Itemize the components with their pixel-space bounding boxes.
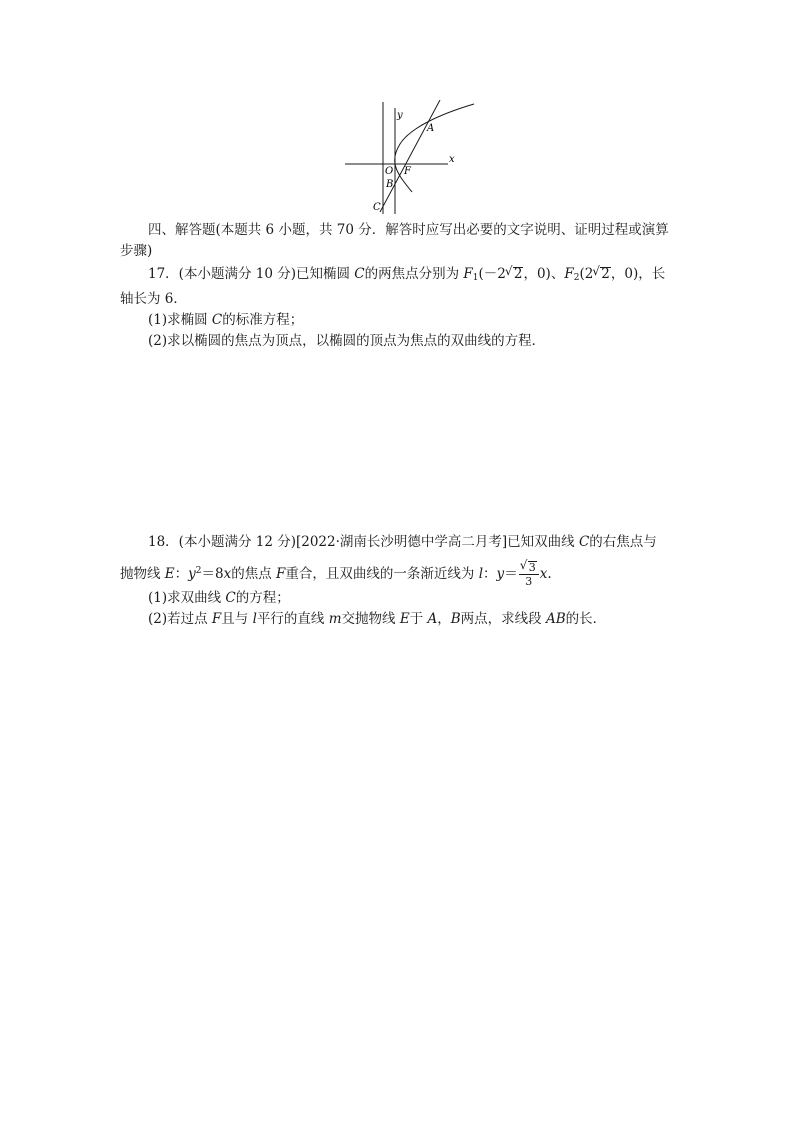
q17-line-2: 轴长为 6．	[120, 291, 187, 307]
label-x: x	[449, 154, 455, 165]
label-F: F	[404, 166, 411, 177]
q17-line-1	[120, 264, 680, 289]
q18-part-1	[120, 588, 680, 609]
q18-var-AB: AB	[545, 611, 566, 627]
q18-var-l: l	[252, 611, 257, 627]
q18-text: 且与	[221, 611, 253, 627]
q18-text: 于	[409, 611, 428, 627]
q18-text: ，	[437, 611, 451, 627]
q17-text: ，0)，长	[610, 266, 666, 282]
q17-var-C: C	[211, 312, 223, 328]
q17-part-2: (2)求以椭圆的焦点为顶点，以椭圆的顶点为焦点的双曲线的方程．	[148, 333, 546, 349]
q17-text: (－2	[478, 266, 506, 282]
parabola-figure	[340, 100, 480, 216]
q17-var-F2: F	[564, 266, 574, 282]
q18-var-F: F	[276, 566, 286, 582]
q18-var-l: l	[478, 566, 484, 582]
q18-var-x: x	[223, 566, 232, 582]
q17-text: 的标准方程；	[222, 312, 304, 328]
q18-text: ：	[483, 566, 497, 582]
q18-fraction	[519, 561, 539, 588]
question-18	[120, 532, 680, 630]
q18-text: .	[547, 566, 552, 582]
q18-line-1	[120, 532, 680, 553]
label-y: y	[397, 110, 403, 121]
q18-text: 交抛物线	[341, 611, 400, 627]
q18-var-m: m	[328, 611, 342, 627]
q18-text: 的长．	[565, 611, 607, 627]
q17-text: 的两焦点分别为	[364, 266, 464, 282]
q17-text: 17．(本小题满分 10 分)已知椭圆	[148, 266, 355, 282]
q17-sqrt: √ 2	[513, 267, 524, 280]
parabola-curve	[395, 104, 474, 192]
section-4-line-2: 步骤)	[120, 243, 153, 259]
q17-sub-1: 1	[472, 273, 479, 283]
q17-var-C: C	[354, 266, 365, 282]
q18-text: 两点，求线段	[460, 611, 546, 627]
q17-text: (1)求椭圆	[148, 312, 212, 328]
q18-var-E: E	[164, 566, 175, 582]
q18-var-y: y	[496, 566, 505, 582]
q18-text: (1)求双曲线	[148, 590, 226, 606]
q18-text: 重合，且双曲线的一条渐近线为	[285, 566, 479, 582]
q18-text: 18．(本小题满分 12 分)[2022·湖南长沙明德中学高二月考]已知双曲线	[148, 534, 579, 550]
q18-var-C: C	[578, 534, 590, 550]
q18-text: 的方程；	[235, 590, 290, 606]
q18-text: ＝	[504, 566, 518, 582]
q18-var-F: F	[211, 611, 222, 627]
section-4-heading	[120, 220, 680, 262]
q17-sqrt: √ 2	[600, 267, 611, 280]
q18-fraction-numerator	[519, 561, 539, 575]
q18-sqrt: √ 3	[528, 561, 537, 574]
q17-var-F1: F	[463, 266, 473, 282]
q18-var-y: y	[188, 566, 196, 582]
q18-text: (2)若过点	[148, 611, 212, 627]
q17-text: (2	[579, 266, 594, 282]
q17-text: ，0)、	[523, 266, 565, 282]
line-through-focus	[380, 100, 440, 212]
q18-text: 平行的直线	[256, 611, 329, 627]
q18-text: 抛物线	[120, 566, 165, 582]
q18-sup-2: 2	[195, 566, 202, 576]
label-B: B	[386, 179, 394, 190]
q18-part-2	[120, 609, 680, 630]
q18-text: ＝8	[201, 566, 224, 582]
q18-text: 的焦点	[231, 566, 277, 582]
q18-line-2	[120, 561, 680, 588]
figure-svg	[340, 100, 480, 216]
question-17	[120, 264, 680, 352]
q18-var-C: C	[225, 590, 236, 606]
q17-sub-2: 2	[573, 273, 580, 283]
label-O: O	[385, 166, 394, 177]
q18-text: 的右焦点与	[589, 534, 657, 550]
q17-part-1	[120, 310, 680, 331]
q18-fraction-denominator: 3	[525, 575, 533, 588]
label-C: C	[373, 202, 381, 213]
q18-var-x: x	[539, 566, 548, 582]
q18-var-B: B	[450, 611, 461, 627]
label-A: A	[427, 123, 435, 134]
q18-var-A: A	[427, 611, 438, 627]
q18-var-E: E	[399, 611, 410, 627]
section-4-line-1: 四、解答题(本题共 6 小题，共 70 分．解答时应写出必要的文字说明、证明过程或演算	[148, 222, 669, 238]
q18-text: ：	[174, 566, 189, 582]
